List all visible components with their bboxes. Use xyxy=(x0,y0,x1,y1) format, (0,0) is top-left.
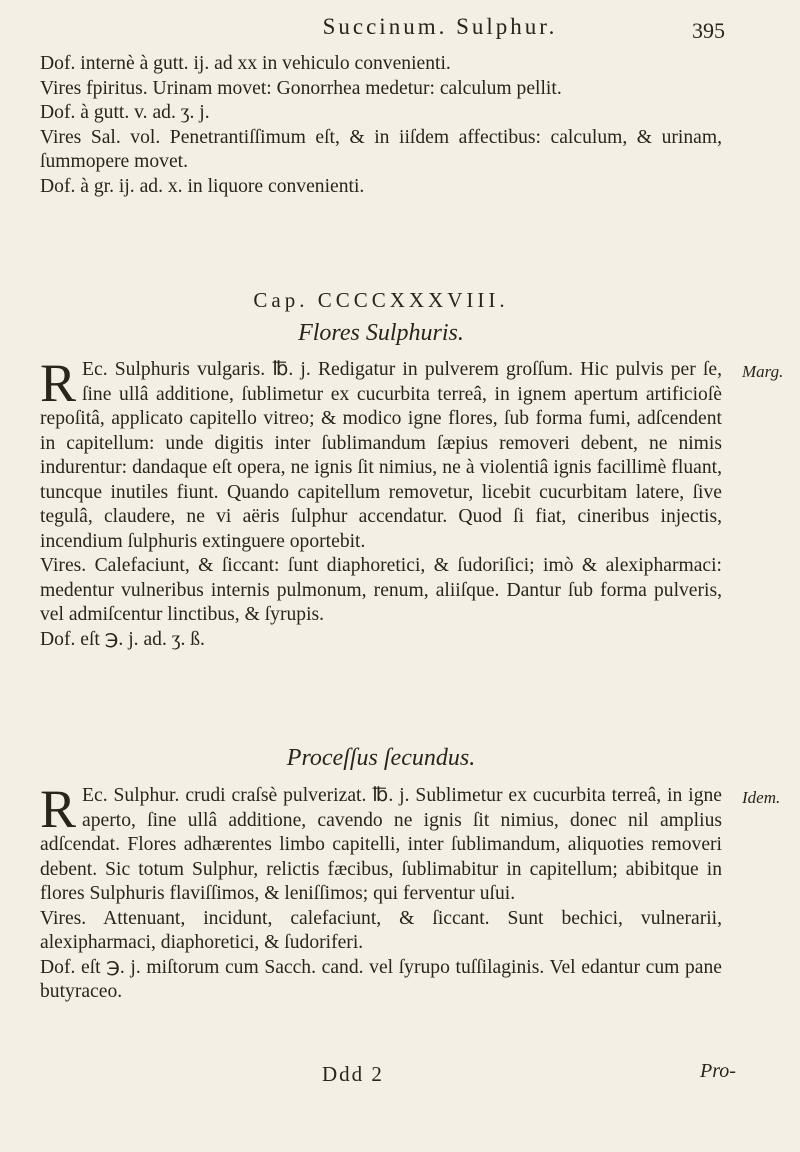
dose-line-3: Dof. à gr. ij. ad. x. in liquore convenienti. xyxy=(40,175,365,197)
top-text-block xyxy=(40,52,722,199)
drop-cap: R xyxy=(40,779,77,839)
chapter-title: Flores Sulphuris. xyxy=(298,320,464,346)
vires-spiritus: Vires fpiritus. Urinam movet: Gonorrhea medetur: calculum pellit. xyxy=(40,77,562,99)
catchword: Pro- xyxy=(700,1060,736,1082)
dose-paragraph: Dof. eſt ℈. j. miſtorum cum Sacch. cand. vel ſyrupo tuſſilaginis. Vel edantur cum pane butyraceo. xyxy=(40,956,722,1002)
dose-line-2: Dof. à gutt. v. ad. ʒ. j. xyxy=(40,102,210,123)
recipe-text: Ec. Sulphuris vulgaris. ℔. j. Redigatur in pulverem groſſum. Hic pulvis per ſe, ſine ullâ additione, ſublimetur ex cucurbita terreâ, in ignem apertum artificioſè repoſitâ, applicato capitello vitreo; & modico igne flores, ſub forma fumi, adſcendent in capitellum: unde digitis inter ſublimandum ſæpius removeri debent, ne nimis indurentur: dandaque eſt opera, ne ignis ſit nimius, ne à violentiâ ignis facillimè fluant, tuncque inutiles fiunt. Quando capitellum removetur, licebit cucurbitam latere, ſive tegulâ, claudere, ne vi aëris ſulphur accendatur. Quod ſi fiat, cineribus injectis, incendium ſulphuris extinguere oportebit. xyxy=(40,359,722,552)
section-processus xyxy=(40,779,722,1005)
dose-paragraph: Dof. eſt ℈. j. ad. ʒ. ß. xyxy=(40,628,205,650)
running-head: Succinum. Sulphur. xyxy=(322,14,558,39)
margin-note-idem: Idem. xyxy=(742,788,781,807)
dose-line-1: Dof. internè à gutt. ij. ad xx in vehiculo convenienti. xyxy=(40,53,451,74)
processus-title: Proceſſus ſecundus. xyxy=(286,745,476,771)
section-flores xyxy=(40,353,722,652)
drop-cap: R xyxy=(40,353,77,413)
margin-note-marg: Marg. xyxy=(742,362,784,381)
chapter-number: Cap. CCCCXXXVIII. xyxy=(253,288,509,312)
recipe-text: Ec. Sulphur. crudi craſsè pulverizat. ℔. j. Sublimetur ex cucurbita terreâ, in igne aperto, ſine ullâ additione, cavendo ne ignis ſit nimius, donec nil amplius adſcendat. Flores adhærentes limbo capitelli, inter ſublimandum, aliquoties removeri debent. Sic totum Sulphur, relictis fæcibus, ſublimabitur in capitellum; abibitque in flores Sulphuris flaviſſimos, & leniſſimos; qui ferventur uſui. xyxy=(40,785,722,904)
vires-sal-vol: Vires Sal. vol. Penetrantiſſimum eſt, & in iiſdem affectibus: calculum, & urinam, ſummopere movet. xyxy=(40,126,722,172)
signature-mark: Ddd 2 xyxy=(322,1062,384,1086)
page-number: 395 xyxy=(692,18,725,43)
vires-paragraph: Vires. Calefaciunt, & ſiccant: ſunt diaphoretici, & ſudoriſici; imò & alexipharmaci: medentur vulneribus internis pulmonum, renum, aliiſque. Dantur ſub forma pulveris, vel admiſcentur linctibus, & ſyrupis. xyxy=(40,555,722,625)
vires-paragraph: Vires. Attenuant, incidunt, calefaciunt, & ſiccant. Sunt bechici, vulnerarii, alexipharmaci, diaphoretici, & ſudoriferi. xyxy=(40,907,722,953)
